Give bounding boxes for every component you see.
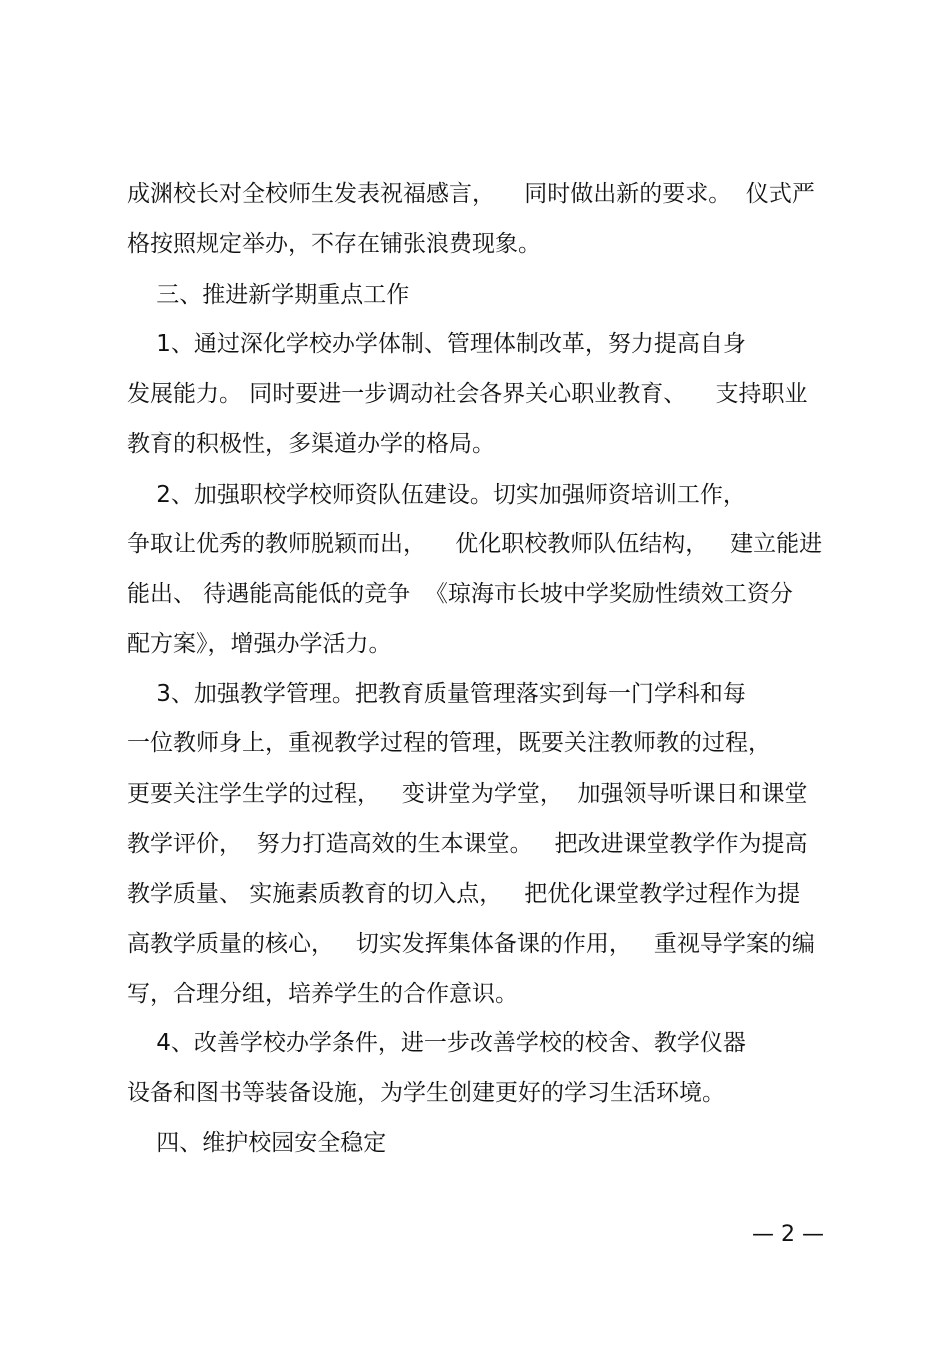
text-line: 高教学质量的核心， 切实发挥集体备课的作用， 重视导学案的编 [127, 931, 815, 957]
text-line: 能出、 待遇能高能低的竞争 《琼海市长坡中学奖励性绩效工资分 [127, 581, 793, 607]
text-line: 更要关注学生学的过程， 变讲堂为学堂， 加强领导听课日和课堂 [127, 781, 808, 807]
text-line: 争取让优秀的教师脱颖而出， 优化职校教师队伍结构， 建立能进 [127, 531, 823, 557]
section-heading: 三、推进新学期重点工作 [127, 282, 410, 308]
text-line: 教学质量、 实施素质教育的切入点， 把优化课堂教学过程作为提 [127, 881, 801, 907]
text-line: 教学评价， 努力打造高效的生本课堂。 把改进课堂教学作为提高 [127, 831, 808, 857]
text-line: 一位教师身上，重视教学过程的管理，既要关注教师教的过程， [127, 730, 771, 756]
text-line: 发展能力。 同时要进一步调动社会各界关心职业教育、 支持职业 [127, 381, 808, 407]
section-heading: 四、维护校园安全稳定 [127, 1130, 387, 1156]
page-number: — 2 — [752, 1222, 824, 1247]
text-line: 配方案》，增强办学活力。 [127, 631, 392, 657]
text-line: 设备和图书等装备设施，为学生创建更好的学习生活环境。 [127, 1080, 725, 1106]
text-line: 4、改善学校办学条件，进一步改善学校的校舍、教学仪器 [127, 1030, 746, 1056]
text-line: 写，合理分组，培养学生的合作意识。 [127, 981, 518, 1007]
text-line: 1、通过深化学校办学体制、管理体制改革，努力提高自身 [127, 331, 746, 357]
text-line: 成渊校长对全校师生发表祝福感言， 同时做出新的要求。 仪式严 [127, 181, 815, 207]
text-line: 2、加强职校学校师资队伍建设。切实加强师资培训工作， [127, 482, 746, 508]
text-line: 教育的积极性，多渠道办学的格局。 [127, 431, 495, 457]
text-line: 3、加强教学管理。把教育质量管理落实到每一门学科和每 [127, 681, 746, 707]
text-line: 格按照规定举办，不存在铺张浪费现象。 [127, 231, 541, 257]
